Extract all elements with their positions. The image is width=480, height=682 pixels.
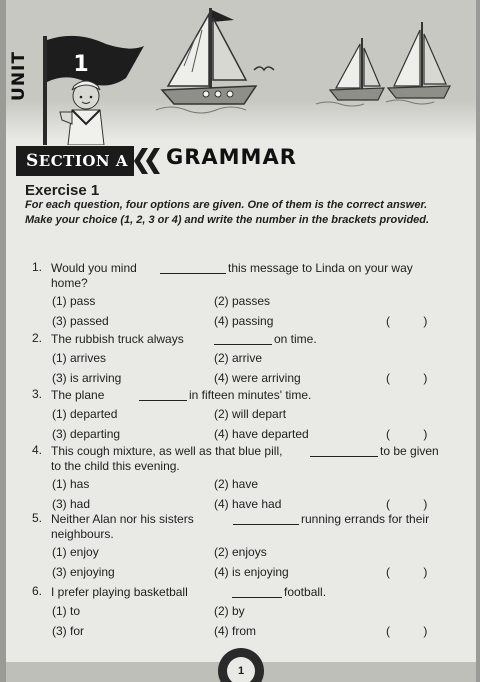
flag-pole [43, 36, 47, 145]
sailboat-large-icon [162, 8, 256, 104]
double-chevron-icon [132, 146, 166, 176]
question-number: 2. [32, 331, 43, 345]
question-number: 6. [32, 584, 43, 598]
sailboat-small-icon [388, 22, 450, 98]
sailor-boy-icon [60, 81, 104, 145]
answer-bracket[interactable]: ( ) [386, 497, 428, 511]
page-number: 1 [227, 657, 255, 682]
answer-blank[interactable] [232, 586, 282, 598]
question-number: 3. [32, 387, 43, 401]
question-number: 5. [32, 511, 43, 525]
option-1: (1) has [52, 477, 90, 491]
option-4: (4) from [214, 624, 256, 638]
question-stem: I prefer playing basketball [51, 585, 188, 599]
option-2: (2) will depart [214, 407, 287, 421]
option-1: (1) departed [52, 407, 118, 421]
option-1: (1) to [52, 604, 81, 618]
answer-blank[interactable] [139, 389, 187, 401]
sailboat-medium-icon [330, 38, 384, 100]
question-stem-continued: to be given [380, 444, 439, 458]
section-tag-initial: S [26, 151, 39, 171]
section-tag-rest: ECTION A [38, 152, 128, 170]
question-number: 4. [32, 443, 43, 457]
exercise-title: Exercise 1 [25, 182, 100, 199]
unit-label [8, 38, 30, 118]
question-stem-line2: to the child this evening. [51, 459, 180, 473]
question-stem: This cough mixture, as well as that blue pill, [51, 444, 283, 458]
option-3: (3) had [52, 497, 91, 511]
unit-flag-icon [47, 36, 144, 86]
answer-bracket[interactable]: ( ) [386, 565, 428, 579]
question-stem-continued: football. [284, 585, 327, 599]
question-stem: The rubbish truck always [51, 332, 184, 346]
option-2: (2) enjoys [214, 545, 267, 559]
option-1: (1) enjoy [52, 545, 99, 559]
question-stem-line2: neighbours. [51, 527, 114, 541]
exercise-instruction: For each question, four options are given. One of them is the correct answer. Make your choice (1, 2, 3 or 4) and write the number in the brackets provided. [25, 199, 430, 226]
section-tag [16, 146, 134, 176]
question-stem-continued: on time. [274, 332, 317, 346]
answer-blank[interactable] [160, 262, 226, 274]
option-3: (3) passed [52, 314, 109, 328]
unit-number: 1 [73, 52, 89, 77]
question-stem-continued: running errands for their [301, 512, 430, 526]
answer-bracket[interactable]: ( ) [386, 314, 428, 328]
option-1: (1) pass [52, 294, 96, 308]
answer-bracket[interactable]: ( ) [386, 624, 428, 638]
section-title: GRAMMAR [166, 145, 297, 169]
answer-blank[interactable] [214, 333, 272, 345]
question-stem-continued: this message to Linda on your way [228, 261, 413, 275]
answer-blank[interactable] [233, 513, 299, 525]
option-3: (3) for [52, 624, 85, 638]
question-stem: Would you mind [51, 261, 137, 275]
question-stem: Neither Alan nor his sisters [51, 512, 194, 526]
answer-blank[interactable] [310, 445, 378, 457]
question-number: 1. [32, 260, 43, 274]
unit-word: UNIT [9, 51, 29, 101]
option-2: (2) by [214, 604, 245, 618]
question-stem: The plane [51, 388, 105, 402]
option-4: (4) have departed [214, 427, 309, 441]
question-stem-continued: in fifteen minutes' time. [189, 388, 312, 402]
answer-bracket[interactable]: ( ) [386, 427, 428, 441]
option-4: (4) have had [214, 497, 282, 511]
option-3: (3) enjoying [52, 565, 115, 579]
option-2: (2) have [214, 477, 259, 491]
option-4: (4) is enjoying [214, 565, 289, 579]
option-4: (4) were arriving [214, 371, 301, 385]
seagull-icon [254, 67, 274, 70]
option-3: (3) is arriving [52, 371, 122, 385]
option-1: (1) arrives [52, 351, 107, 365]
option-3: (3) departing [52, 427, 121, 441]
option-2: (2) passes [214, 294, 271, 308]
worksheet-page [6, 0, 476, 682]
question-stem-line2: home? [51, 276, 88, 290]
answer-bracket[interactable]: ( ) [386, 371, 428, 385]
option-2: (2) arrive [214, 351, 263, 365]
option-4: (4) passing [214, 314, 274, 328]
